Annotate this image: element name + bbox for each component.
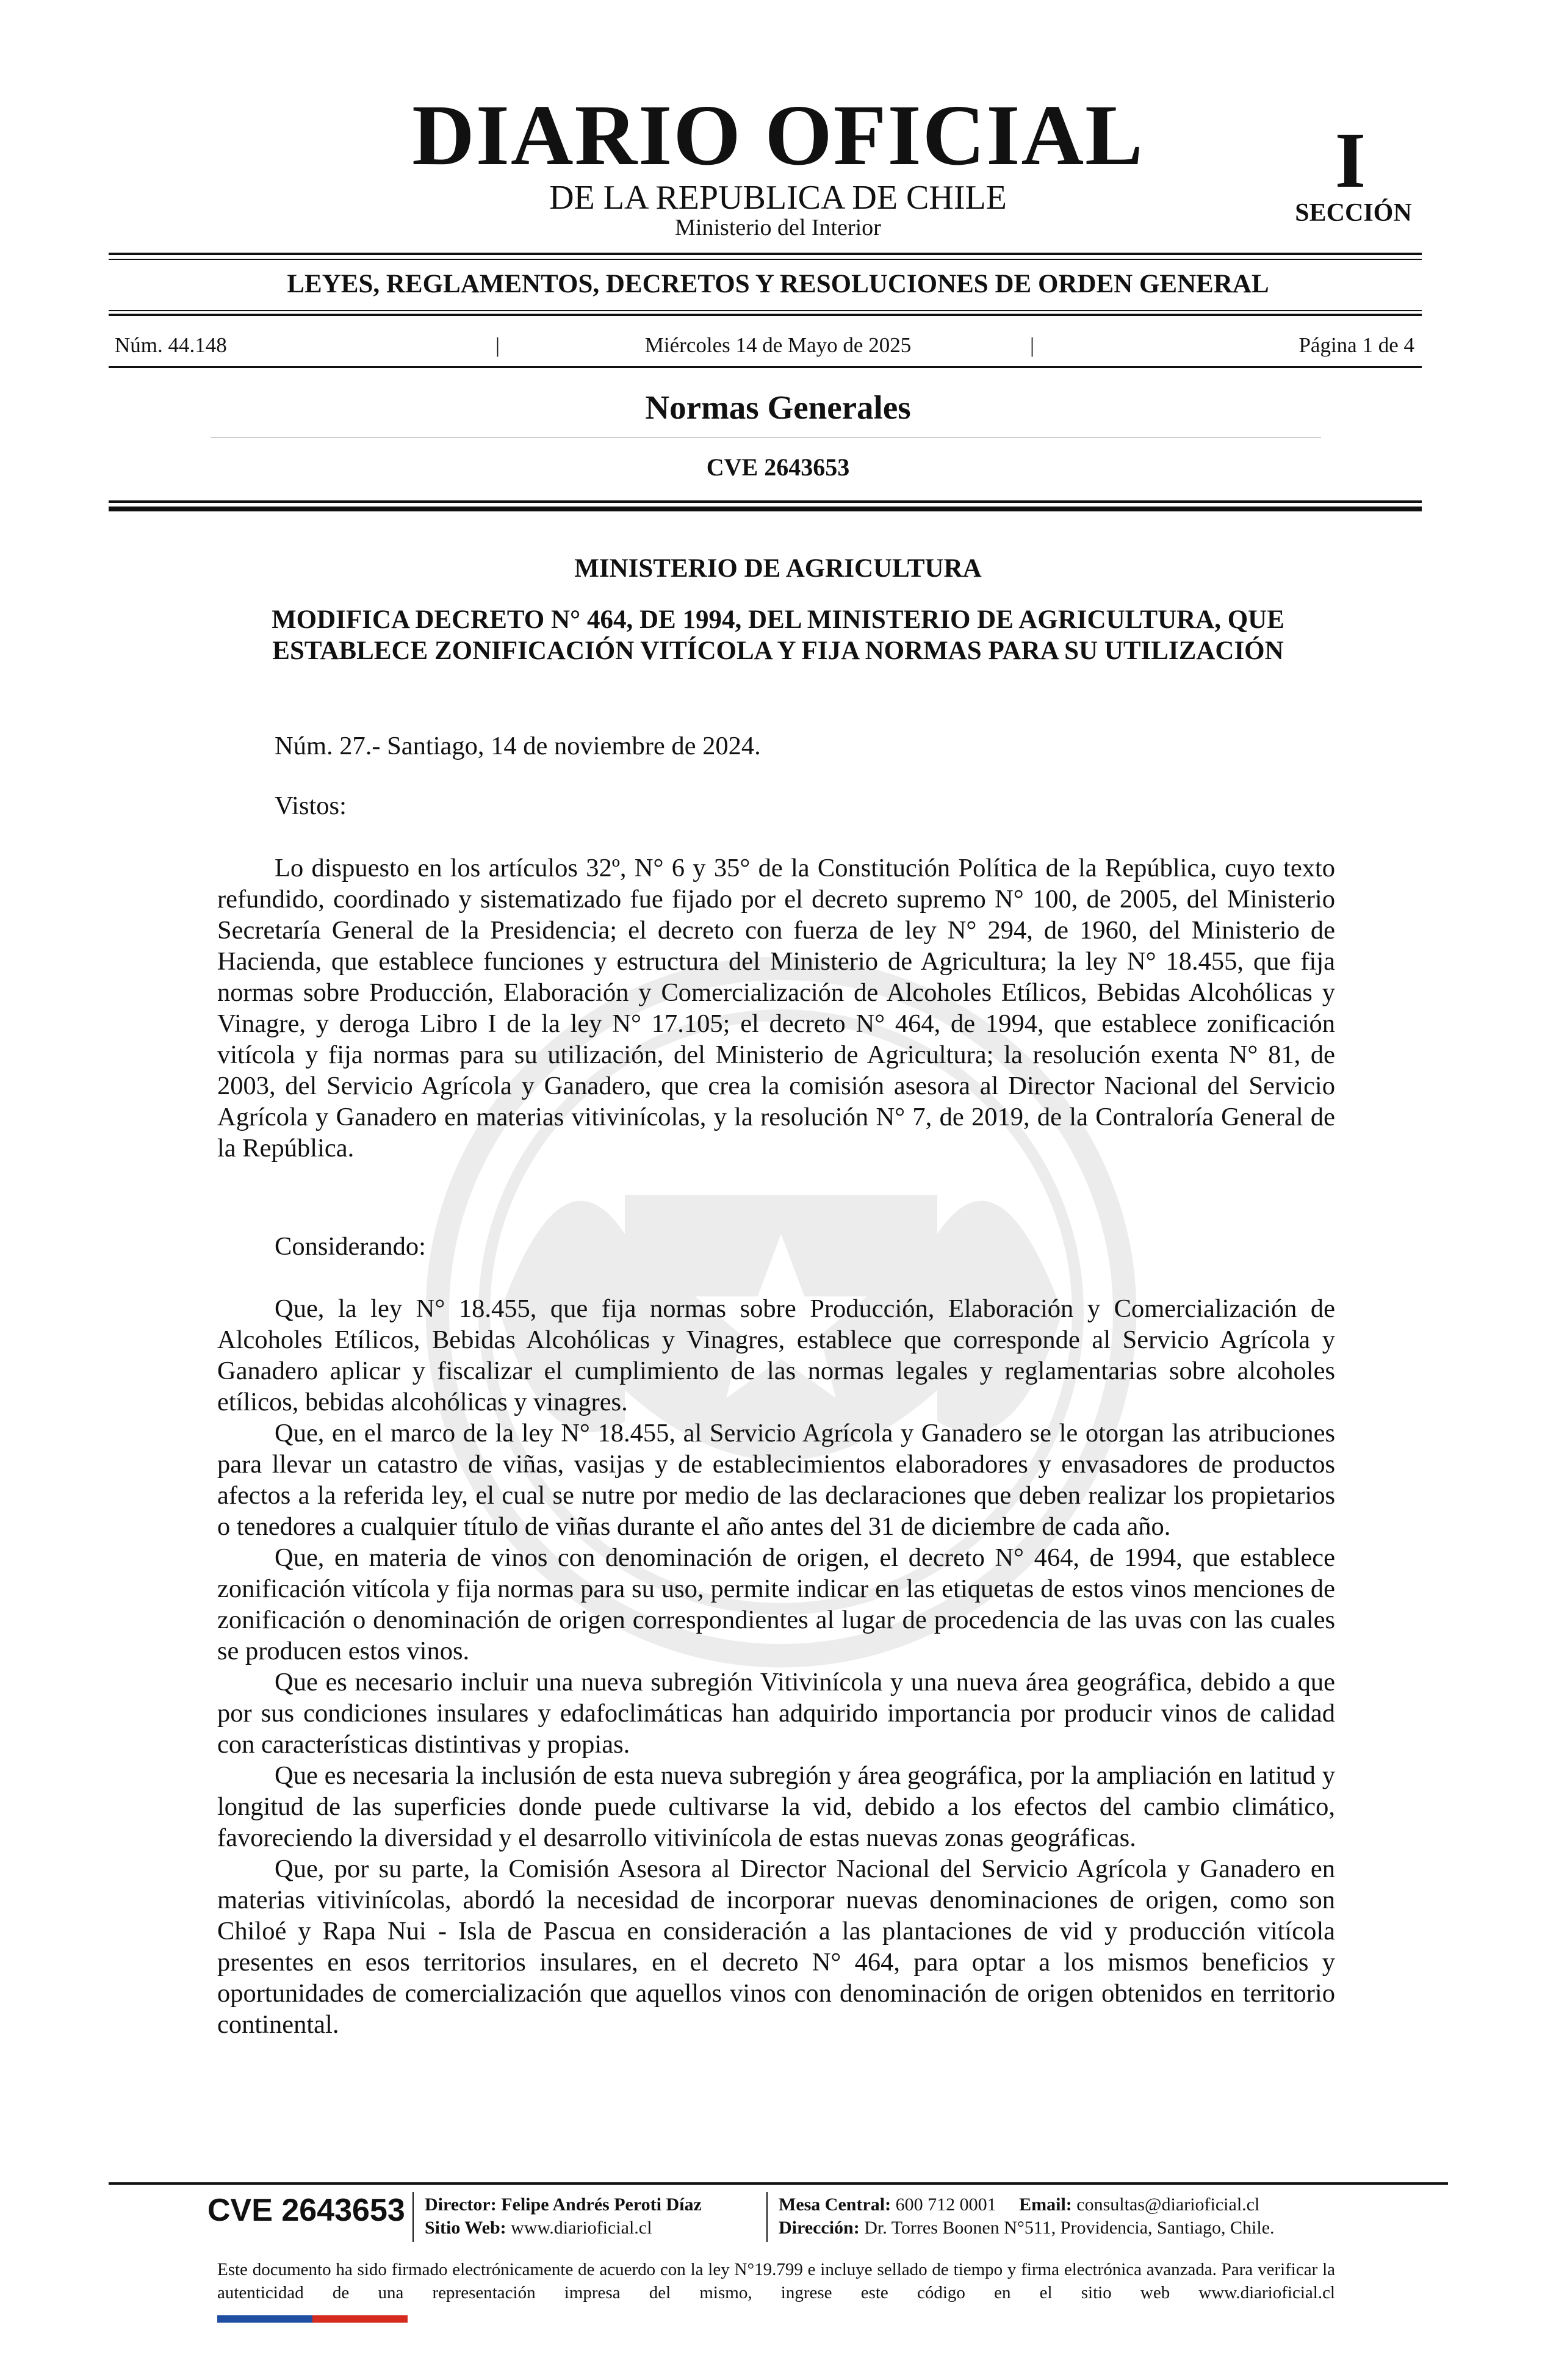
address-text: Dr. Torres Boonen N°511, Providencia, Santiago, Chile. bbox=[864, 2218, 1275, 2238]
flag-stripe-red bbox=[312, 2315, 408, 2323]
issuing-ministry: MINISTERIO DE AGRICULTURA bbox=[574, 554, 982, 583]
considerando-paragraph: Que es necesaria la inclusión de esta nueva subregión y área geográfica, por la ampliación en latitud y longitud de las superficies donde puede cultivarse la vid, debido a los efectos del cambio climático, favoreciendo la diversidad y el desarrollo vitivinícola de estas nuevas zonas geográficas. bbox=[217, 1761, 1335, 1852]
meta-separator: | bbox=[1030, 333, 1035, 357]
phone-label: Mesa Central: bbox=[779, 2194, 891, 2215]
section-number: I bbox=[1334, 117, 1366, 204]
cve-rule-thick bbox=[109, 507, 1422, 511]
vistos-label: Vistos: bbox=[275, 792, 347, 820]
address-label: Dirección: bbox=[779, 2218, 860, 2238]
page-indicator: Página 1 de 4 bbox=[1298, 333, 1414, 357]
issue-number: Núm. 44.148 bbox=[115, 333, 227, 357]
footer-contact bbox=[779, 2193, 1259, 2216]
meta-rule bbox=[109, 366, 1422, 368]
footer-director bbox=[425, 2193, 702, 2216]
section-heading-rule bbox=[211, 437, 1321, 438]
director-name: Felipe Andrés Peroti Díaz bbox=[501, 2194, 702, 2215]
site-link[interactable]: www.diarioficial.cl bbox=[511, 2218, 652, 2238]
category-banner: LEYES, REGLAMENTOS, DECRETOS Y RESOLUCIONES DE ORDEN GENERAL bbox=[287, 270, 1269, 298]
header-rule-mid bbox=[109, 310, 1422, 311]
considerando-paragraph: Que, la ley N° 18.455, que fija normas sobre Producción, Elaboración y Comercialización de Alcoholes Etílicos, Bebidas Alcohólicas y Vinagres, establece que corresponde al Servicio Agrícola y Ganadero aplicar y fiscalizar el cumplimiento de las normas legales y reglamentarias sobre alcoholes etílicos, bebidas alcohólicas y vinagres. bbox=[217, 1294, 1335, 1416]
cve-code: CVE 2643653 bbox=[706, 453, 850, 481]
email-label: Email: bbox=[1019, 2194, 1072, 2215]
considerando-paragraph: Que, en el marco de la ley N° 18.455, al Servicio Agrícola y Ganadero se le otorgan las atribuciones para llevar un catastro de viñas, vasijas y de establecimientos elaboradores y envasadores de productos afectos a la referida ley, el cual se nutre por medio de las declaraciones que deben realizar los propietarios o tenedores a cualquier título de viñas durante el año antes del 31 de diciembre de cada año. bbox=[217, 1419, 1335, 1541]
header-rule-top-thin bbox=[109, 259, 1422, 260]
footer-divider bbox=[766, 2192, 768, 2242]
considerando-paragraph: Que es necesario incluir una nueva subregión Vitivinícola y una nueva área geográfica, debido a que por sus condiciones insulares y edafoclimáticas han adquirido importancia por producir vinos de calidad con características distintivas y propias. bbox=[217, 1668, 1335, 1759]
masthead-subtitle: DE LA REPUBLICA DE CHILE bbox=[549, 179, 1007, 217]
cve-rule bbox=[109, 500, 1422, 503]
decree-title: MODIFICA DECRETO N° 464, DE 1994, DEL MINISTERIO DE AGRICULTURA, QUE ESTABLECE ZONIFICACIÓN VITÍCOLA Y FIJA NORMAS PARA SU UTILIZACIÓN bbox=[272, 605, 1284, 665]
vistos-paragraph bbox=[217, 853, 1335, 1164]
footer-site bbox=[425, 2216, 652, 2240]
footer-cve: CVE 2643653 bbox=[207, 2193, 405, 2228]
director-label: Director: bbox=[425, 2194, 497, 2215]
footer-address bbox=[779, 2216, 1275, 2240]
signature-note: Este documento ha sido firmado electrónicamente de acuerdo con la ley N°19.799 e incluye sellado de tiempo y firma electrónica avanzada. Para verificar la autenticidad de una representación impresa del mismo, ingrese este código en el sitio web www.diarioficial.cl bbox=[217, 2260, 1335, 2302]
section-label: SECCIÓN bbox=[1295, 199, 1412, 227]
flag-stripe-blue bbox=[217, 2315, 312, 2323]
header-rule-mid-thick bbox=[109, 314, 1422, 316]
dateline: Núm. 27.- Santiago, 14 de noviembre de 2024. bbox=[275, 732, 761, 760]
considerando-paragraph: Que, en materia de vinos con denominación de origen, el decreto N° 464, de 1994, que establece zonificación vitícola y fija normas para su uso, permite indicar en las etiquetas de estos vinos menciones de zonificación o denominación de origen correspondientes al lugar de procedencia de las uvas con las cuales se producen estos vinos. bbox=[217, 1543, 1335, 1665]
masthead-ministry: Ministerio del Interior bbox=[675, 215, 881, 240]
meta-separator: | bbox=[495, 333, 500, 357]
considerando-list bbox=[217, 1293, 1335, 2040]
considerando-paragraph: Que, por su parte, la Comisión Asesora al Director Nacional del Servicio Agrícola y Ganadero en materias vitivinícolas, abordó la necesidad de incorporar nuevas denominaciones de origen, como son Chiloé y Rapa Nui - Isla de Pascua en consideración a las plantaciones de vid y producción vitícola presentes en esos territorios insulares, en el decreto N° 464, para optar a los mismos beneficios y oportunidades de comercialización que aquellos vinos con denominación de origen obtenidos en territorio continental. bbox=[217, 1855, 1335, 2039]
masthead-title: DIARIO OFICIAL bbox=[412, 87, 1144, 183]
phone-number: 600 712 0001 bbox=[895, 2194, 996, 2215]
considerando-label: Considerando: bbox=[275, 1232, 426, 1261]
footer-divider bbox=[412, 2192, 414, 2242]
email-link[interactable]: consultas@diarioficial.cl bbox=[1076, 2194, 1260, 2215]
site-label: Sitio Web: bbox=[425, 2218, 506, 2238]
footer-rule bbox=[109, 2182, 1448, 2185]
header-rule-top bbox=[109, 253, 1422, 255]
section-heading: Normas Generales bbox=[645, 389, 911, 426]
issue-date: Miércoles 14 de Mayo de 2025 bbox=[644, 333, 912, 357]
vistos-text: Lo dispuesto en los artículos 32º, N° 6 y 35° de la Constitución Política de la República, cuyo texto refundido, coordinado y sistematizado fue fijado por el decreto supremo N° 100, de 2005, del Ministerio Secretaría General de la Presidencia; el decreto con fuerza de ley N° 294, de 1960, del Ministerio de Hacienda, que establece funciones y estructura del Ministerio de Agricultura; la ley N° 18.455, que fija normas sobre Producción, Elaboración y Comercialización de Alcoholes Etílicos, Bebidas Alcohólicas y Vinagre, y deroga Libro I de la ley N° 17.105; el decreto N° 464, de 1994, que establece zonificación vitícola y fija normas para su utilización, del Ministerio de Agricultura; la resolución exenta N° 81, de 2003, del Servicio Agrícola y Ganadero, que crea la comisión asesora al Director Nacional del Servicio Agrícola y Ganadero en materias vitivinícolas, y la resolución N° 7, de 2019, de la Contraloría General de la República. bbox=[217, 854, 1335, 1163]
